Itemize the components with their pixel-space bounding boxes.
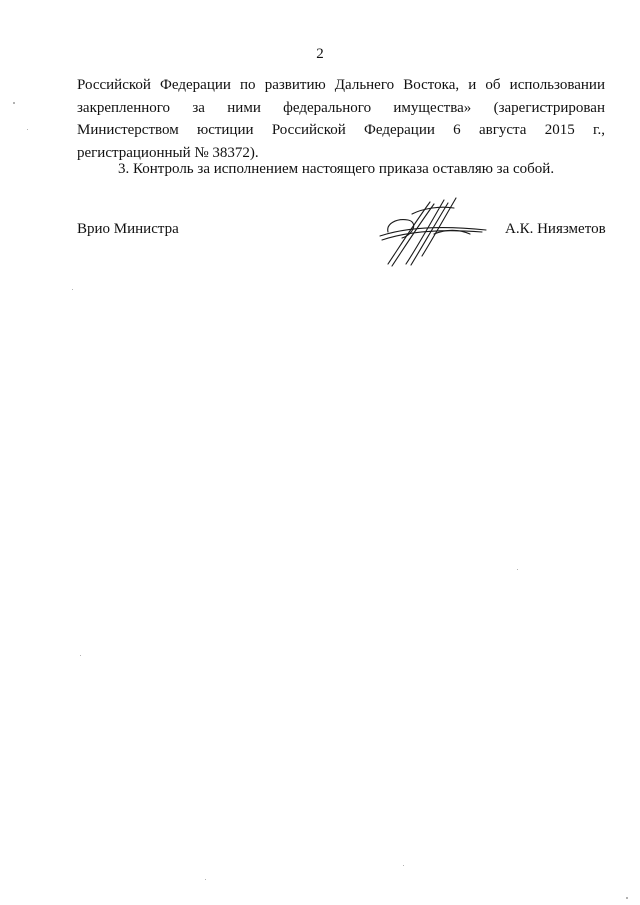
- scan-speck: [13, 102, 15, 104]
- text-line: регистрационный № 38372).: [77, 144, 259, 161]
- body-paragraph: [77, 74, 605, 164]
- scan-speck: [205, 879, 206, 880]
- page-number: 2: [316, 46, 324, 62]
- text-line: Министерством юстиции Российской Федерации 6 августа 2015 г.,: [77, 122, 605, 138]
- control-paragraph: 3. Контроль за исполнением настоящего приказа оставляю за собой.: [118, 161, 555, 177]
- scan-speck: [72, 289, 73, 290]
- text-line: закрепленного за ними федерального имущества» (зарегистрирован: [77, 99, 605, 116]
- scan-speck: [626, 897, 628, 899]
- text-line: Российской Федерации по развитию Дальнего Востока, и об использовании: [77, 77, 605, 93]
- scan-speck: [517, 569, 518, 570]
- scan-speck: [80, 655, 81, 656]
- signatory-name: А.К. Ниязметов: [505, 221, 606, 237]
- signatory-title: Врио Министра: [77, 221, 179, 237]
- handwritten-signature: [378, 194, 490, 270]
- scan-speck: [403, 865, 404, 866]
- scan-speck: [27, 129, 28, 130]
